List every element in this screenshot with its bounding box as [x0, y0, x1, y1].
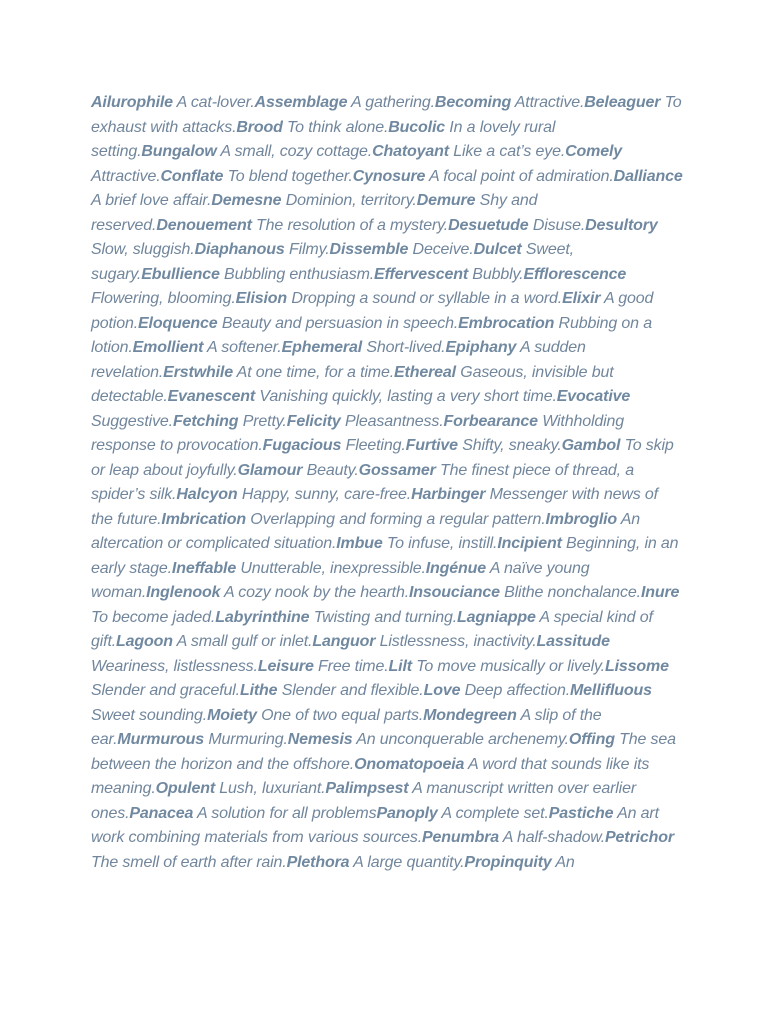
glossary-entry	[374, 266, 523, 283]
glossary-term: Epiphany	[445, 339, 517, 356]
glossary-term: Lissome	[604, 657, 669, 675]
glossary-term: Dissemble	[329, 241, 409, 258]
glossary-term: Erstwhile	[163, 363, 233, 381]
glossary-entry	[406, 437, 562, 454]
glossary-definition: A gathering.	[347, 94, 435, 111]
glossary-definition: The finest piece of thread, a spider’s silk.	[91, 461, 635, 503]
glossary-definition: Withholding response to provocation.	[91, 412, 625, 454]
glossary-term: Imbue	[336, 535, 383, 552]
glossary-entry	[255, 94, 435, 111]
glossary-definition: Beauty.	[302, 461, 359, 479]
glossary-definition: A good potion.	[91, 290, 654, 332]
glossary-term: Inure	[640, 584, 680, 601]
glossary-term: Demure	[416, 192, 476, 209]
glossary-definition: Disuse.	[528, 216, 586, 234]
glossary-definition: A sudden revelation.	[91, 339, 586, 381]
glossary-term: Embrocation	[458, 314, 555, 332]
glossary-definition: To infuse, instill.	[382, 535, 498, 552]
glossary-term: Petrichor	[605, 829, 674, 846]
glossary-term: Imbroglio	[545, 510, 618, 528]
glossary-term: Diaphanous	[194, 241, 285, 258]
glossary-entry	[129, 805, 376, 822]
glossary-definition: Listlessness, inactivity.	[375, 633, 537, 650]
glossary-entry	[207, 707, 423, 724]
glossary-term: Ineffable	[171, 559, 237, 577]
glossary-definition: A word that sounds like its meaning.	[91, 755, 650, 797]
glossary-definition: Bubbly.	[468, 265, 524, 283]
glossary-definition: Sweet sounding.	[91, 706, 208, 724]
glossary-definition: At one time, for a time.	[232, 363, 395, 381]
glossary-entry	[91, 94, 255, 111]
glossary-term: Murmurous	[117, 731, 205, 748]
glossary-definition: Blithe nonchalance.	[499, 584, 641, 601]
glossary-definition: Murmuring.	[204, 731, 288, 748]
glossary-term: Plethora	[286, 853, 350, 871]
glossary-term: Lassitude	[536, 633, 610, 650]
glossary-term: Lilt	[388, 657, 412, 675]
glossary-definition: A focal point of admiration.	[425, 167, 614, 185]
glossary-term: Languor	[312, 633, 376, 650]
glossary-entry	[215, 609, 457, 626]
glossary-entry	[211, 192, 416, 209]
glossary-entry	[287, 413, 444, 430]
glossary-entry	[141, 266, 374, 283]
glossary-definition: Unutterable, inexpressible.	[236, 559, 426, 577]
glossary-definition: An	[551, 853, 575, 871]
glossary-term: Dalliance	[613, 167, 683, 185]
glossary-definition: Overlapping and forming a regular pattern.	[246, 510, 546, 528]
glossary-term: Beleaguer	[584, 94, 661, 111]
glossary-term: Mondegreen	[423, 706, 517, 724]
glossary-definition: An unconquerable archenemy.	[352, 731, 569, 748]
glossary-entry	[288, 731, 569, 748]
glossary-definition: Lush, luxuriant.	[215, 780, 326, 797]
glossary-term: Lagoon	[116, 633, 173, 650]
glossary-definition: Dominion, territory.	[281, 192, 417, 209]
glossary-entry	[172, 560, 426, 577]
glossary-term: Moiety	[207, 706, 257, 724]
glossary-entry	[156, 780, 326, 797]
glossary-definition: Sweet, sugary.	[91, 241, 574, 283]
glossary-definition: Deep affection.	[460, 682, 570, 699]
glossary-definition: Beauty and persuasion in speech.	[217, 314, 459, 332]
glossary-entry	[353, 168, 614, 185]
glossary-definition: A large quantity.	[349, 853, 465, 871]
glossary-definition: The resolution of a mystery.	[251, 216, 449, 234]
glossary-definition: The sea between the horizon and the offshore.	[91, 731, 676, 773]
glossary-term: Fugacious	[262, 437, 342, 454]
glossary-term: Gossamer	[358, 461, 436, 479]
glossary-definition: A naïve young woman.	[91, 559, 590, 601]
glossary-entry	[168, 388, 557, 405]
glossary-entry	[138, 315, 458, 332]
glossary-term: Labyrinthine	[215, 608, 310, 626]
glossary-entry	[161, 511, 545, 528]
glossary-term: Inglenook	[146, 584, 221, 601]
glossary-term: Insouciance	[409, 584, 500, 601]
glossary-term: Pastiche	[548, 804, 614, 822]
glossary-definition: A solution for all problems	[193, 804, 377, 822]
glossary-entry	[173, 413, 287, 430]
glossary-definition: A half-shadow.	[499, 829, 606, 846]
glossary-entry	[236, 119, 388, 136]
glossary-definition: A small, cozy cottage.	[216, 143, 373, 160]
glossary-term: Lagniappe	[457, 608, 536, 626]
glossary-term: Elixir	[562, 290, 601, 307]
glossary-definition: Bubbling enthusiasm.	[219, 265, 375, 283]
glossary-definition: Slender and flexible.	[277, 682, 424, 699]
glossary-term: Evanescent	[167, 388, 256, 405]
glossary-term: Incipient	[497, 535, 562, 552]
glossary-term: Onomatopoeia	[354, 755, 465, 773]
glossary-entry	[263, 437, 406, 454]
glossary-definition: Free time.	[313, 657, 389, 675]
glossary-entry	[240, 682, 424, 699]
glossary-definition: To exhaust with attacks.	[91, 94, 682, 136]
glossary-definition: A brief love affair.	[91, 192, 212, 209]
glossary-term: Brood	[236, 118, 283, 136]
glossary-entry	[133, 339, 282, 356]
glossary-entry	[117, 731, 287, 748]
glossary-entry	[330, 241, 474, 258]
glossary-term: Lithe	[239, 682, 278, 699]
glossary-term: Palimpsest	[325, 780, 409, 797]
glossary-term: Mellifluous	[570, 682, 652, 699]
glossary-entry	[176, 486, 411, 503]
glossary-definition: Shy and reserved.	[91, 192, 538, 234]
glossary-term: Elision	[235, 290, 288, 307]
glossary-definition: Fleeting.	[341, 437, 406, 454]
glossary-term: Leisure	[257, 657, 314, 675]
glossary-definition: A special kind of gift.	[91, 608, 653, 650]
glossary-term: Desultory	[585, 216, 658, 234]
glossary-term: Ailurophile	[91, 94, 173, 111]
glossary-term: Becoming	[434, 94, 512, 111]
glossary-definition: Slender and graceful.	[91, 682, 240, 699]
glossary-definition: Pretty.	[238, 412, 287, 430]
glossary-definition: Slow, sluggish.	[91, 241, 195, 258]
glossary-definition: Shifty, sneaky.	[457, 437, 562, 454]
glossary-entry	[376, 805, 548, 822]
glossary-entry	[238, 462, 359, 479]
glossary-term: Eloquence	[138, 314, 218, 332]
glossary-term: Glamour	[237, 461, 303, 479]
glossary-entry	[372, 143, 565, 160]
glossary-term: Efflorescence	[523, 265, 627, 283]
glossary-definition: Attractive.	[91, 167, 161, 185]
glossary-term: Ebullience	[141, 265, 220, 283]
glossary-term: Dulcet	[473, 241, 522, 258]
glossary-term: Offing	[568, 731, 615, 748]
glossary-definition: Short-lived.	[362, 339, 446, 356]
glossary-entry	[422, 829, 605, 846]
glossary-definition: Weariness, listlessness.	[91, 657, 258, 675]
glossary-definition: A softener.	[203, 339, 282, 356]
glossary-definition: Deceive.	[408, 241, 474, 258]
glossary-term: Emollient	[132, 339, 204, 356]
glossary-term: Evocative	[556, 388, 631, 405]
glossary-entry	[336, 535, 497, 552]
glossary-entry	[424, 682, 570, 699]
glossary-definition: Suggestive.	[91, 412, 173, 430]
glossary-term: Bungalow	[141, 143, 217, 160]
glossary-entry	[282, 339, 446, 356]
glossary-definition: Rubbing on a lotion.	[91, 314, 652, 356]
glossary-definition: To skip or leap about joyfully.	[91, 437, 674, 479]
glossary-definition: Like a cat’s eye.	[448, 143, 566, 160]
glossary-term: Panoply	[376, 804, 438, 822]
glossary-definition: To blend together.	[223, 167, 353, 185]
glossary-definition: Twisting and turning.	[309, 608, 458, 626]
glossary-definition: A complete set.	[437, 804, 549, 822]
glossary-definition: An art work combining materials from various sources.	[91, 804, 659, 846]
glossary-term: Cynosure	[352, 167, 426, 185]
glossary-definition: Filmy.	[284, 241, 330, 258]
glossary-definition: A cozy nook by the hearth.	[220, 584, 409, 601]
glossary-definition: In a lovely rural setting.	[91, 118, 556, 160]
glossary-term: Bucolic	[388, 118, 446, 136]
glossary-term: Chatoyant	[372, 143, 449, 160]
glossary-term: Desuetude	[448, 216, 529, 234]
glossary-entry	[287, 854, 465, 871]
glossary-term: Denouement	[156, 216, 252, 234]
glossary-term: Furtive	[405, 437, 458, 454]
glossary-definition: To become jaded.	[91, 608, 216, 626]
glossary-entry	[236, 290, 562, 307]
glossary-term: Gambol	[561, 437, 621, 454]
glossary-term: Ethereal	[394, 363, 456, 381]
glossary-definition: A cat-lover.	[172, 94, 255, 111]
glossary-term: Conflate	[160, 167, 224, 185]
glossary-entry	[195, 241, 330, 258]
glossary-entry	[409, 584, 641, 601]
glossary-definition: A small gulf or inlet.	[172, 633, 313, 650]
glossary-term: Ingénue	[425, 559, 487, 577]
glossary-term: Harbinger	[411, 486, 486, 503]
glossary-term: Ephemeral	[281, 339, 363, 356]
glossary-entry	[141, 143, 372, 160]
glossary-term: Penumbra	[422, 829, 500, 846]
glossary-term: Panacea	[129, 804, 194, 822]
glossary-entry	[160, 168, 352, 185]
glossary-term: Love	[423, 682, 461, 699]
glossary-entry	[448, 217, 585, 234]
glossary-definition: The smell of earth after rain.	[91, 853, 287, 871]
glossary-term: Propinquity	[464, 853, 552, 871]
glossary-term: Demesne	[211, 192, 282, 209]
glossary-term: Forbearance	[443, 412, 538, 430]
glossary-definition: An altercation or complicated situation.	[91, 510, 641, 552]
glossary-definition: Attractive.	[511, 94, 585, 111]
glossary-definition: A slip of the ear.	[91, 706, 602, 748]
glossary-definition: Messenger with news of the future.	[91, 486, 658, 528]
glossary-term: Halcyon	[176, 486, 238, 503]
glossary-definition: To think alone.	[282, 118, 389, 136]
glossary-term: Effervescent	[374, 265, 469, 283]
glossary-term: Comely	[565, 143, 623, 160]
glossary-definition: Beginning, in an early stage.	[91, 535, 679, 577]
glossary-entry	[258, 658, 389, 675]
glossary-entry	[435, 94, 584, 111]
glossary-definition: Gaseous, invisible but detectable.	[91, 363, 614, 405]
glossary-definition: A manuscript written over earlier ones.	[91, 780, 636, 822]
glossary-term: Imbrication	[161, 510, 246, 528]
glossary-definition: Flowering, blooming.	[91, 290, 236, 307]
glossary-entry	[146, 584, 409, 601]
glossary-definition: Happy, sunny, care-free.	[237, 486, 412, 503]
glossary-entry	[116, 633, 312, 650]
glossary-entry	[389, 658, 605, 675]
glossary-definition: Dropping a sound or syllable in a word.	[287, 290, 563, 307]
glossary-definition: To move musically or lively.	[411, 657, 605, 675]
glossary-definition: Vanishing quickly, lasting a very short time.	[255, 388, 557, 405]
glossary-term: Opulent	[155, 780, 216, 797]
glossary-entry	[312, 633, 536, 650]
glossary-term: Fetching	[172, 412, 239, 430]
glossary-term: Assemblage	[254, 94, 348, 111]
glossary-text	[91, 91, 683, 875]
glossary-entry	[163, 364, 394, 381]
glossary-term: Nemesis	[287, 731, 353, 748]
glossary-definition: One of two equal parts.	[256, 706, 424, 724]
glossary-term: Felicity	[286, 412, 341, 430]
glossary-entry	[156, 217, 448, 234]
glossary-definition: Pleasantness.	[340, 412, 444, 430]
glossary-entry	[464, 854, 574, 871]
